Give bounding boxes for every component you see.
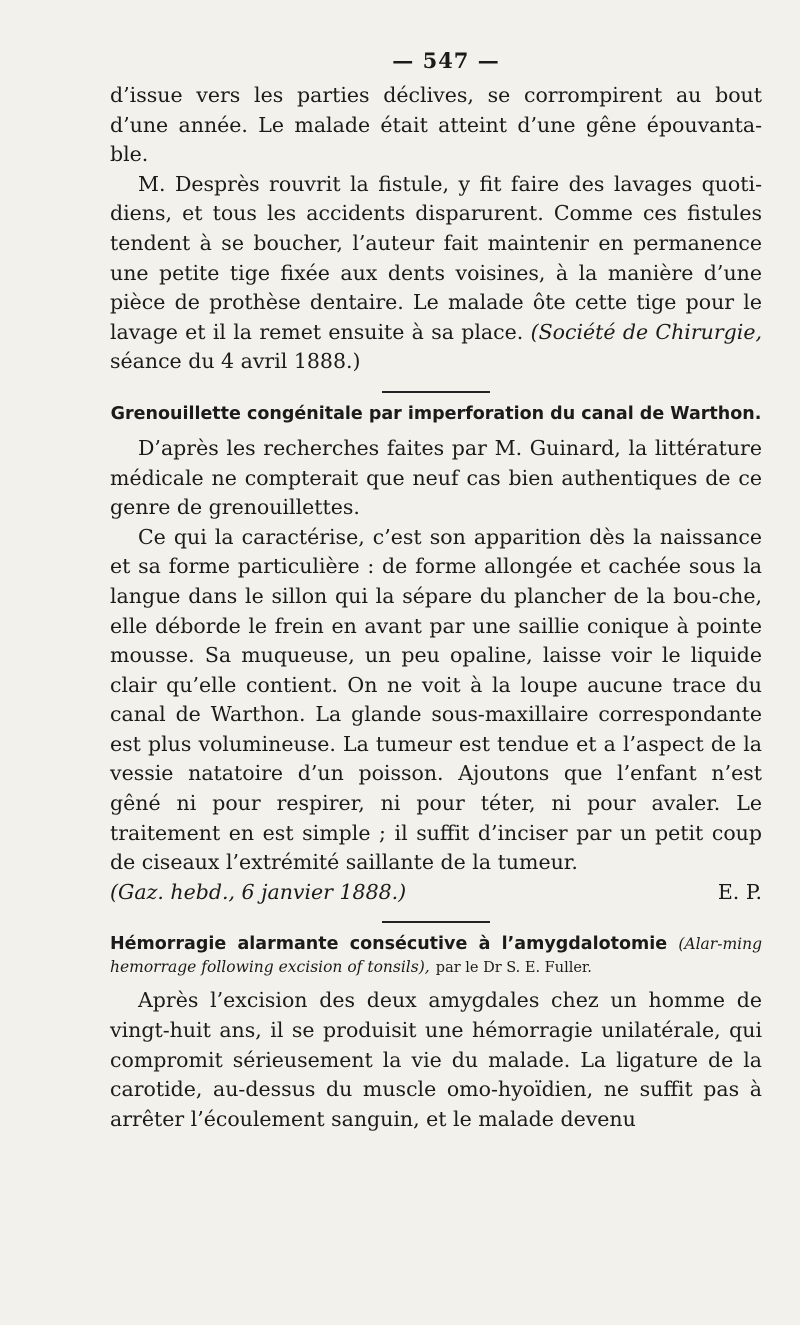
paragraph: d’issue vers les parties déclives, se corrompirent au bout d’une année. Le malade était atteint d’une gêne épouvanta-ble. xyxy=(110,83,762,167)
section-grenouillette xyxy=(110,403,762,908)
title-author: par le Dr S. E. Fuller. xyxy=(435,960,592,977)
citation-row xyxy=(110,878,762,908)
section-title: Hémorragie alarmante consécutive à l’amygdalotomie (Alar-ming hemorrage following excision of tonsils), par le Dr S. E. Fuller. xyxy=(110,934,763,977)
section-hemorragie xyxy=(110,933,762,1134)
page-number: — 547 — xyxy=(392,48,500,73)
section-title: Grenouillette congénitale par imperforation du canal de Warthon. xyxy=(110,403,762,424)
title-english: (Alar-ming hemorrage following excision of tonsils), xyxy=(110,935,763,977)
citation-date: séance du 4 avril 1888.) xyxy=(110,349,361,374)
paragraph: Après l’excision des deux amygdales chez un homme de vingt-huit ans, il se produisit une hémorragie unilatérale, qui compromit sérieusement la vie du malade. La ligature de la carotide, au-dessus du muscle omo-hyoïdien, ne suffit pas à arrêter l’écoulement sanguin, et le malade devenu xyxy=(110,988,762,1131)
paragraph: D’après les recherches faites par M. Guinard, la littérature médicale ne compterait que neuf cas bien authentiques de ce genre de grenouillettes. xyxy=(110,435,762,520)
document-page xyxy=(110,48,762,1134)
author-signature: E. P. xyxy=(717,879,762,904)
section-divider xyxy=(382,921,490,923)
citation-journal: (Société de Chirurgie, xyxy=(530,319,762,344)
section-divider xyxy=(382,391,490,393)
paragraph: Ce qui la caractérise, c’est son apparition dès la naissance et sa forme particulière : de forme allongée et cachée sous la langue dans le sillon qui la sépare du plancher de la bou-che, elle déborde le frein en avant par une saillie conique à pointe mousse. Sa muqueuse, un peu opaline, laisse voir le liquide clair qu’elle contient. On ne voit à la loupe aucune trace du canal de Warthon. La glande sous-maxillaire correspondante est plus volumineuse. La tumeur est tendue et a l’aspect de la vessie natatoire d’un poisson. Ajoutons que l’enfant n’est gêné ni pour respirer, ni pour téter, ni pour avaler. Le traitement en est simple ; il suffit d’inciser par un petit coup de ciseaux l’extrémité saillante de la tumeur. xyxy=(110,524,762,875)
paragraph: M. Desprès rouvrit la fistule, y fit faire des lavages quoti-diens, et tous les accidents disparurent. Comme ces fistules tendent à se boucher, l’auteur fait maintenir en permanence une petite tige fixée aux dents voisines, à la manière d’une pièce de prothèse dentaire. Le malade ôte cette tige pour le lavage et il la remet ensuite à sa place. (Société de Chirurgie, séance du 4 avril 1888.) xyxy=(110,171,762,374)
section-fistule xyxy=(110,81,762,377)
citation: (Gaz. hebd., 6 janvier 1888.) xyxy=(110,879,407,904)
